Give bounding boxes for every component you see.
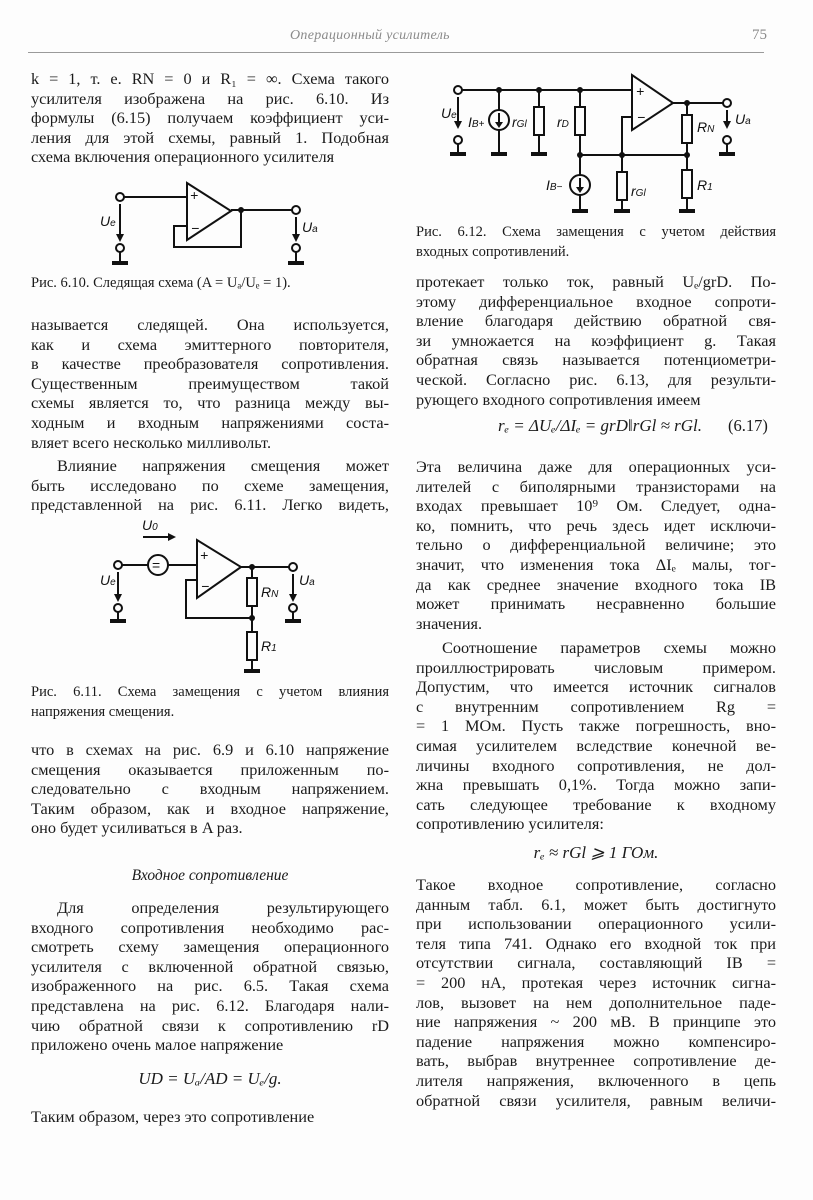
formula-6-17: rₑ = ΔUₑ/ΔIₑ = grD‖rGl ≈ rGl.	[497, 416, 703, 435]
page-number: 75	[752, 27, 767, 43]
svg-text:+: +	[636, 83, 645, 99]
svg-text:=: =	[152, 557, 161, 573]
text-line: k = 1, т. е. RN = 0 и R₁ = ∞. Схема такого	[31, 69, 389, 88]
text-line: этому дифференциальное входное сопроти-	[416, 291, 776, 311]
text-line: усилителя с включенной обратной связью,	[31, 956, 389, 976]
text-line: Для определения результирующего	[57, 898, 389, 917]
text-line: напряжения смещения.	[31, 704, 175, 720]
text-line: Соотношение параметров схемы можно	[442, 638, 776, 657]
text-line: может принимать несравненно большие	[416, 594, 776, 614]
text-line: Рис. 6.10. Следящая схема (A = Uₐ/Uₑ = 1).	[31, 275, 291, 291]
svg-text:rD: rD	[557, 114, 569, 130]
paragraph	[416, 875, 776, 1110]
text-line: Таким образом, через это сопротивление	[31, 1107, 315, 1126]
section-heading: Входное сопротивление	[131, 867, 289, 884]
text-line: входных сопротивлений.	[416, 244, 570, 260]
svg-text:rGl: rGl	[512, 114, 527, 130]
svg-text:−: −	[637, 109, 646, 125]
svg-text:Ua: Ua	[302, 219, 318, 235]
text-line: с внутренним сопротивлением Rg =	[416, 696, 776, 716]
text-line: Рис. 6.12. Схема замещения с учетом действия	[416, 224, 776, 240]
svg-text:−: −	[191, 220, 200, 236]
text-line: Допустим, что имеется источник сигналов	[416, 677, 776, 697]
text-line: Такое входное сопротивление, согласно	[416, 875, 776, 894]
svg-text:Ue: Ue	[441, 105, 457, 121]
text-line: симая усилителем вследствие конечной ве-	[416, 735, 776, 755]
svg-text:−: −	[201, 578, 210, 594]
text-line: ние напряжения ~ 200 мВ. В принципе это	[416, 1012, 776, 1032]
svg-text:U0: U0	[142, 517, 158, 533]
text-line: Эта величина даже для операционных уси-	[416, 457, 776, 476]
text-line: представленной на рис. 6.11. Легко видеть,	[31, 495, 389, 515]
text-line: Таким образом, как и входное напряжение,	[31, 798, 389, 818]
text-line: чию обратной связи к сопротивлению rD	[31, 1015, 389, 1035]
running-title: Операционный усилитель	[290, 28, 450, 43]
svg-text:Ua: Ua	[735, 111, 751, 127]
text-line: входного сопротивления необходимо рас-	[31, 917, 389, 937]
text-line: Влияние напряжения смещения может	[57, 456, 389, 475]
text-line: обратная связь называется потенциометри-	[416, 350, 776, 370]
text-line: как и схема эмиттерного повторителя,	[31, 334, 389, 354]
text-line: падение напряжения можно компенсиро-	[416, 1031, 776, 1051]
text-line: схемы является то, что разница между вы-	[31, 393, 389, 413]
text-line: данным табл. 6.1, может быть достигнуто	[416, 894, 776, 914]
text-line: представлена на рис. 6.12. Благодаря нали-	[31, 995, 389, 1015]
svg-text:RN: RN	[697, 119, 715, 135]
text-line: ления для этой схемы, равный 1. Подобная	[31, 127, 389, 147]
text-line: тельно о дифференциальной величине; это	[416, 535, 776, 555]
paragraph	[416, 638, 776, 834]
text-line: что в схемах на рис. 6.9 и 6.10 напряжение	[31, 740, 389, 759]
formula: rₑ ≈ rGl ⩾ 1 ГОм.	[533, 843, 659, 862]
text-line: отсутствии сигнала, составляющий IB =	[416, 953, 776, 973]
text-line: да как среднее значение входного тока IB	[416, 574, 776, 594]
text-line: схема включения операционного усилителя	[31, 147, 335, 167]
text-line: ходным и входным напряжениями соста-	[31, 412, 389, 432]
svg-text:+: +	[190, 187, 199, 203]
text-line: входах превышает 10⁹ Ом. Следует, одна-	[416, 496, 776, 516]
text-line: лителей с биполярными транзисторами на	[416, 476, 776, 496]
text-line: лителя напряжения, включенного в цепь	[416, 1070, 776, 1090]
text-line: приложено очень малое напряжение	[31, 1035, 284, 1055]
text-line: лов, вызовет на нем дополнительное паде-	[416, 992, 776, 1012]
text-line: смотреть схему замещения операционного	[31, 937, 389, 957]
text-line: жна превышать 0,1%. Тогда можно запи-	[416, 775, 776, 795]
formula: UD = Uₐ/AD = Uₑ/g.	[138, 1069, 282, 1088]
text-line: ко, помнить, что речь здесь идет исключи-	[416, 515, 776, 535]
text-line: Рис. 6.11. Схема замещения с учетом влияния	[31, 684, 389, 700]
text-line: проиллюстрировать числовым примером.	[416, 657, 776, 677]
svg-text:Ua: Ua	[299, 572, 315, 588]
svg-text:Ue: Ue	[100, 572, 116, 588]
text-line: вать, выбрав внутреннее сопротивление де-	[416, 1051, 776, 1071]
figure-caption	[416, 222, 776, 262]
text-line: называется следящей. Она используется,	[31, 315, 389, 334]
svg-text:R1: R1	[697, 177, 713, 193]
text-line: = 200 нА, протекая через источник сигна-	[416, 972, 776, 992]
text-line: ческой. Согласно рис. 6.13, для результи-	[416, 369, 776, 389]
equation-number: (6.17)	[728, 416, 768, 435]
text-line: вление благодаря действию обратной свя-	[416, 311, 776, 331]
text-line: личины входного сопротивления, не дол-	[416, 755, 776, 775]
text-line: формулы (6.15) получаем коэффициент уси-	[31, 108, 389, 128]
text-line: значения.	[416, 613, 483, 633]
text-line: изображенного на рис. 6.5. Такая схема	[31, 976, 389, 996]
text-line: усилителя изображена на рис. 6.10. Из	[31, 88, 389, 108]
svg-text:Ue: Ue	[100, 213, 116, 229]
text-line: оно будет усиливаться в A раз.	[31, 818, 243, 838]
text-line: смещения оказывается приложенным по-	[31, 759, 389, 779]
svg-text:RN: RN	[261, 584, 279, 600]
text-line: обратной связи усилителя, равным величи-	[416, 1090, 776, 1110]
text-line: вляет всего несколько милливольт.	[31, 432, 272, 452]
text-line: теля типа 741. Однако его входной ток при	[416, 933, 776, 953]
text-line: следовательно с входным напряжением.	[31, 779, 389, 799]
text-line: сать следующее требование к входному	[416, 794, 776, 814]
text-line: быть исследовано по схеме замещения,	[31, 475, 389, 495]
svg-text:IB−: IB−	[546, 177, 563, 193]
svg-text:+: +	[200, 547, 209, 563]
text-line: протекает только ток, равный Uₑ/grD. По-	[416, 272, 776, 291]
paragraph	[416, 457, 776, 633]
svg-text:IB+: IB+	[468, 114, 485, 130]
text-line: рующего входного сопротивления имеем	[416, 389, 701, 409]
text-line: значит, что изменения тока ΔIₑ малы, тог-	[416, 554, 776, 574]
text-line: зи умножается на коэффициент g. Такая	[416, 330, 776, 350]
paragraph	[416, 272, 776, 409]
svg-text:R1: R1	[261, 638, 277, 654]
text-line: при использовании операционного усили-	[416, 914, 776, 934]
text-line: в качестве преобразователя сопротивления.	[31, 354, 389, 374]
text-line: сопротивлению усилителя:	[416, 814, 604, 834]
svg-text:rGl: rGl	[631, 183, 646, 199]
text-line: = 1 МОм. Пусть также погрешность, вно-	[416, 716, 776, 736]
text-line: Существенным преимуществом такой	[31, 373, 389, 393]
